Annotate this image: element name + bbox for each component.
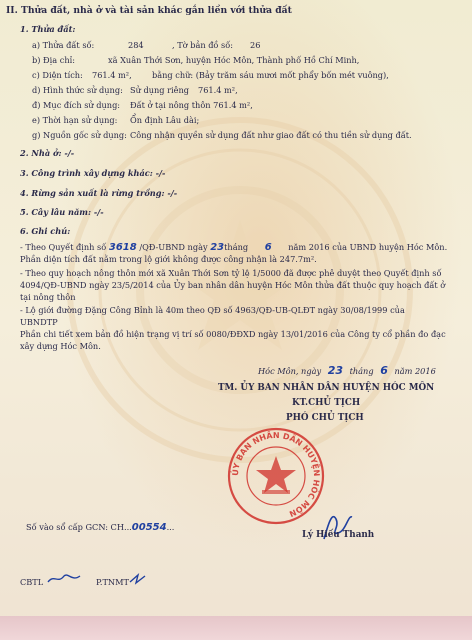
registry-label: Số vào sổ cấp GCN: CH... [26,522,132,532]
note-line-9: xây dựng Hóc Môn. [20,341,101,351]
registry-number: 00554 [131,522,167,533]
bottom-border [0,616,472,640]
land-heading: 1. Thửa đất: [20,24,76,34]
note-line-3: - Theo quy hoạch nông thôn mới xã Xuân Thới Sơn tỷ lệ 1/5000 đã được phê duyệt theo Quyết định số [20,268,442,278]
house-line: 2. Nhà ở: -/- [20,148,75,158]
footer-left-signature [46,570,82,586]
land-purpose-value: Đất ở tại nông thôn 761.4 m², [130,100,253,110]
issue-date-suffix: năm 2016 [394,366,436,376]
authority-line-1: TM. ỦY BAN NHÂN DÂN HUYỆN HÓC MÔN [218,383,435,393]
issue-date-day: 23 [327,364,343,377]
note-line-5: tại nông thôn [20,292,76,302]
land-parcel-label: a) Thửa đất số: [32,40,95,50]
note-line-6: - Lộ giới đường Đặng Công Bỉnh là 40m theo QĐ số 4963/QĐ-UB-QLĐT ngày 30/08/1999 của [20,305,405,315]
issue-date [258,366,436,376]
note-decision-line [20,242,447,253]
section-title: II. Thửa đất, nhà ở và tài sản khác gắn liền với thửa đất [6,5,292,16]
background-motif [60,110,420,470]
issue-date-month-label: tháng [349,366,374,376]
land-term-value: Ổn định Lâu dài; [130,115,200,125]
land-map-value: 26 [250,40,261,50]
registry-dots: ... [166,522,175,532]
construction-line: 3. Công trình xây dựng khác: -/- [20,168,166,178]
note-decision-mid: /QĐ-UBND ngày [139,242,208,252]
registry-line [26,522,174,533]
forest-line: 4. Rừng sản xuất là rừng trồng: -/- [20,188,178,198]
note-decision-month: 6 [264,242,272,253]
land-area-words: bằng chữ: (Bảy trăm sáu mươi mốt phẩy bốn mét vuông), [152,70,389,80]
land-purpose-label: đ) Mục đích sử dụng: [32,100,121,110]
signer-name: Lý Hiếu Thanh [302,530,375,540]
footer-right-signature [128,572,148,586]
footer-left-label: CBTL [20,577,44,587]
note-decision-month-label: tháng [224,242,249,252]
land-area-label: c) Diện tích: [32,70,83,80]
note-line-8: Phần chi tiết xem bản đồ hiện trạng vị trí số 0080/ĐĐXD ngày 13/01/2016 của Công ty cổ phần đo đạc [20,329,446,339]
note-decision-number: 3618 [108,242,137,253]
land-origin-label: g) Nguồn gốc sử dụng: [32,130,127,140]
issue-date-month: 6 [380,364,388,377]
trees-line: 5. Cây lâu năm: -/- [20,207,104,217]
footer-right-label: P.TNMT [96,577,129,587]
land-parcel-value: 284 [128,40,144,50]
note-decision-day: 23 [210,242,225,253]
land-area-value: 761.4 m², [92,70,132,80]
land-address-label: b) Địa chỉ: [32,55,75,65]
land-usage-form-area: 761.4 m², [198,85,238,95]
land-usage-form-value: Sử dụng riêng [130,85,190,95]
land-origin-value: Công nhận quyền sử dụng đất như giao đất có thu tiền sử dụng đất. [130,130,412,140]
note-line-7: UBNDTP [20,317,58,327]
note-line-2: Phần diện tích đất nằm trong lộ giới không được công nhận là 247.7m². [20,254,317,264]
note-line-4: 4094/QĐ-UBND ngày 23/5/2014 của Ủy ban nhân dân huyện Hóc Môn thửa đất thuộc quy hoạch đất ở [20,280,446,290]
land-term-label: e) Thời hạn sử dụng: [32,115,118,125]
issue-date-prefix: Hóc Môn, ngày [258,366,322,376]
note-decision-prefix: - Theo Quyết định số [20,242,107,252]
land-usage-form-label: d) Hình thức sử dụng: [32,85,123,95]
authority-line-3: PHÓ CHỦ TỊCH [286,413,364,423]
note-decision-suffix: năm 2016 của UBND huyện Hóc Môn. [288,242,448,252]
seal-text: ỦY BAN NHÂN DÂN HUYỆN HÓC MÔN [230,430,322,519]
authority-line-2: KT.CHỦ TỊCH [292,398,361,408]
official-seal [226,426,326,526]
land-map-label: , Tờ bản đồ số: [172,40,234,50]
land-address-value: xã Xuân Thới Sơn, huyện Hóc Môn, Thành phố Hồ Chí Minh, [108,55,360,65]
notes-heading: 6. Ghi chú: [20,226,71,236]
